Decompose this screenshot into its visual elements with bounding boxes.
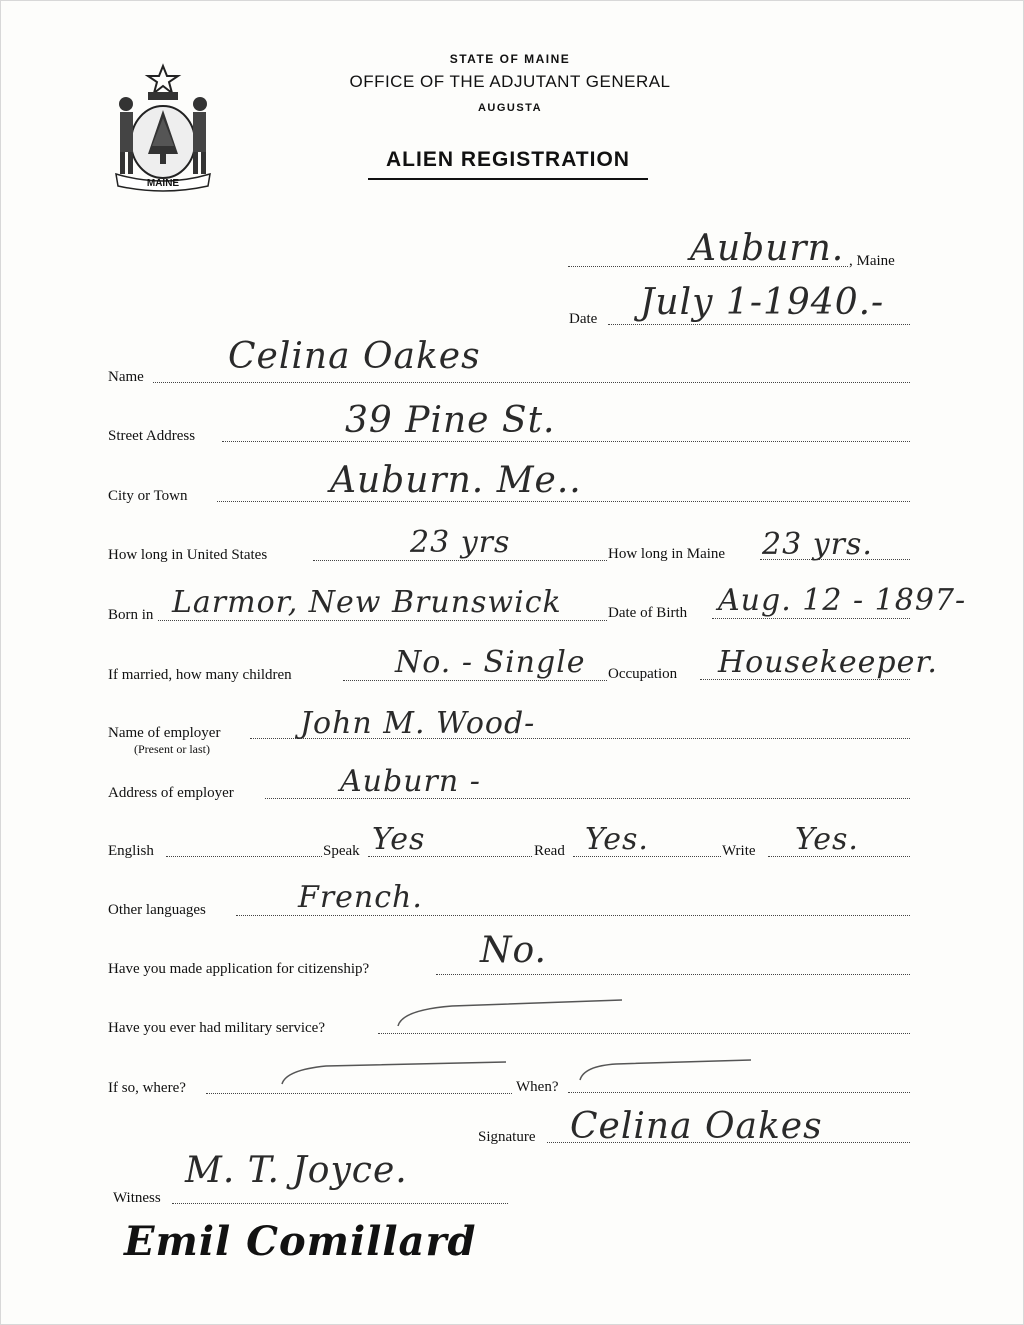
born-in-value[interactable]: Larmor, New Brunswick (172, 585, 562, 620)
employer-address-label: Address of employer (108, 785, 234, 801)
military-label: Have you ever had military service? (108, 1020, 325, 1036)
city-label: City or Town (108, 488, 188, 504)
when-dash-stroke (576, 1056, 756, 1084)
military-dash-stroke (392, 996, 632, 1032)
read-label: Read (534, 843, 565, 859)
speak-value[interactable]: Yes (372, 822, 426, 857)
when-line (568, 1092, 910, 1093)
where-label: If so, where? (108, 1080, 186, 1096)
street-line (222, 441, 910, 442)
children-label: If married, how many children (108, 667, 292, 683)
employer-label: Name of employer (108, 725, 221, 741)
date-of-birth-line (712, 618, 910, 619)
when-label: When? (516, 1079, 559, 1095)
how-long-us-value[interactable]: 23 yrs (410, 525, 511, 560)
citizenship-line (436, 974, 910, 975)
name-line (153, 382, 910, 383)
where-line (206, 1093, 512, 1094)
name-label: Name (108, 369, 144, 385)
born-in-label: Born in (108, 607, 154, 623)
how-long-us-line (313, 560, 607, 561)
english-line (166, 856, 322, 857)
other-languages-line (236, 915, 910, 916)
page-title: ALIEN REGISTRATION (386, 148, 630, 171)
signature-label: Signature (478, 1129, 536, 1145)
city-line (217, 501, 910, 502)
signature-value[interactable]: Celina Oakes (570, 1106, 823, 1147)
employer-address-value[interactable]: Auburn - (340, 764, 481, 799)
witness-line (172, 1203, 508, 1204)
name-value[interactable]: Celina Oakes (228, 336, 481, 377)
read-value[interactable]: Yes. (585, 822, 649, 857)
date-of-birth-label: Date of Birth (608, 605, 688, 621)
how-long-maine-value[interactable]: 23 yrs. (762, 527, 873, 562)
english-label: English (108, 843, 154, 859)
witness-label: Witness (113, 1190, 161, 1206)
street-label: Street Address (108, 428, 196, 444)
title-underline (368, 178, 648, 180)
children-value[interactable]: No. - Single (395, 645, 586, 680)
occupation-label: Occupation (608, 666, 678, 682)
street-value[interactable]: 39 Pine St. (345, 400, 556, 441)
employer-value[interactable]: John M. Wood- (300, 706, 536, 741)
other-languages-label: Other languages (108, 902, 206, 918)
header-city: AUGUSTA (477, 102, 543, 114)
town-value[interactable]: Auburn. (690, 228, 845, 269)
state-seal (108, 62, 218, 192)
date-label: Date (569, 311, 598, 327)
children-line (343, 680, 607, 681)
witness-value[interactable]: M. T. Joyce. (185, 1150, 408, 1191)
maine-label: , Maine (849, 253, 895, 269)
how-long-us-label: How long in United States (108, 547, 268, 563)
header-state: STATE OF MAINE (449, 52, 571, 66)
citizenship-label: Have you made application for citizenship? (108, 961, 370, 977)
header-office: OFFICE OF THE ADJUTANT GENERAL (349, 72, 671, 91)
date-line (608, 324, 910, 325)
where-dash-stroke (276, 1058, 516, 1088)
write-label: Write (722, 843, 756, 859)
other-languages-value[interactable]: French. (298, 880, 423, 915)
military-line (378, 1033, 910, 1034)
how-long-maine-label: How long in Maine (608, 546, 726, 562)
date-value[interactable]: July 1-1940.- (640, 282, 885, 323)
born-in-line (158, 620, 607, 621)
write-value[interactable]: Yes. (795, 822, 859, 857)
date-of-birth-value[interactable]: Aug. 12 - 1897- (718, 583, 967, 618)
city-value[interactable]: Auburn. Me.. (330, 460, 582, 501)
speak-label: Speak (323, 843, 360, 859)
occupation-value[interactable]: Housekeeper. (718, 645, 938, 680)
citizenship-value[interactable]: No. (480, 930, 547, 971)
seal-text: MAINE (146, 178, 180, 189)
official-signature: Emil Comillard (124, 1218, 477, 1265)
employer-note: (Present or last) (134, 742, 210, 756)
